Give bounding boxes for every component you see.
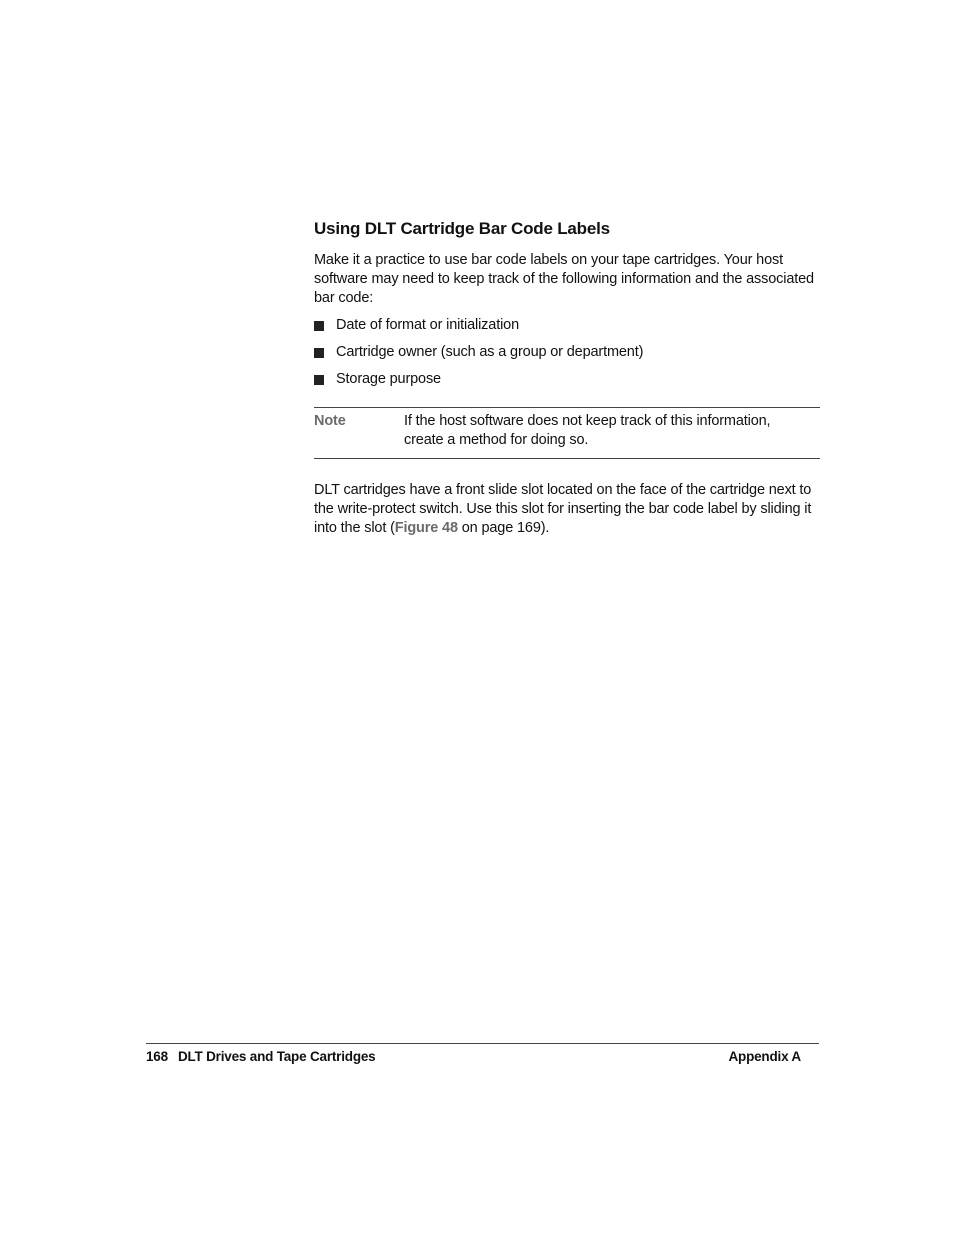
- footer-left: [146, 1048, 376, 1066]
- slot-paragraph-text: DLT cartridges have a front slide slot located on the face of the cartridge next to the write-protect switch. Use this slot for inserting the bar code label by sliding it into the slot (: [314, 482, 812, 536]
- chapter-title: DLT Drives and Tape Cartridges: [177, 1049, 376, 1064]
- square-bullet-icon: [314, 321, 324, 331]
- list-item-text: Storage purpose: [336, 371, 441, 387]
- list-item: [314, 316, 820, 335]
- bullet-list: [314, 316, 820, 389]
- list-item-text: Date of format or initialization: [336, 317, 519, 333]
- page-footer: [146, 1048, 801, 1066]
- square-bullet-icon: [314, 375, 324, 385]
- note-label: Note: [314, 413, 346, 429]
- list-item-text: Cartridge owner (such as a group or department): [336, 344, 644, 360]
- footer-divider: [146, 1043, 819, 1044]
- square-bullet-icon: [314, 348, 324, 358]
- slot-paragraph-tail: on page 169).: [457, 520, 550, 536]
- intro-paragraph: Make it a practice to use bar code labels on your tape cartridges. Your host software may need to keep track of the following information and the associated bar code:: [314, 252, 814, 306]
- page-number: 168: [146, 1049, 168, 1064]
- note-box: [314, 407, 820, 459]
- page-content: [314, 216, 820, 538]
- list-item: [314, 343, 820, 362]
- note-text: If the host software does not keep track of this information, create a method for doing so.: [404, 413, 771, 448]
- figure-reference-link[interactable]: Figure 48: [394, 520, 458, 536]
- section-heading: Using DLT Cartridge Bar Code Labels: [314, 219, 610, 238]
- list-item: [314, 370, 820, 389]
- appendix-label: Appendix A: [728, 1049, 801, 1064]
- slot-paragraph: [314, 481, 820, 538]
